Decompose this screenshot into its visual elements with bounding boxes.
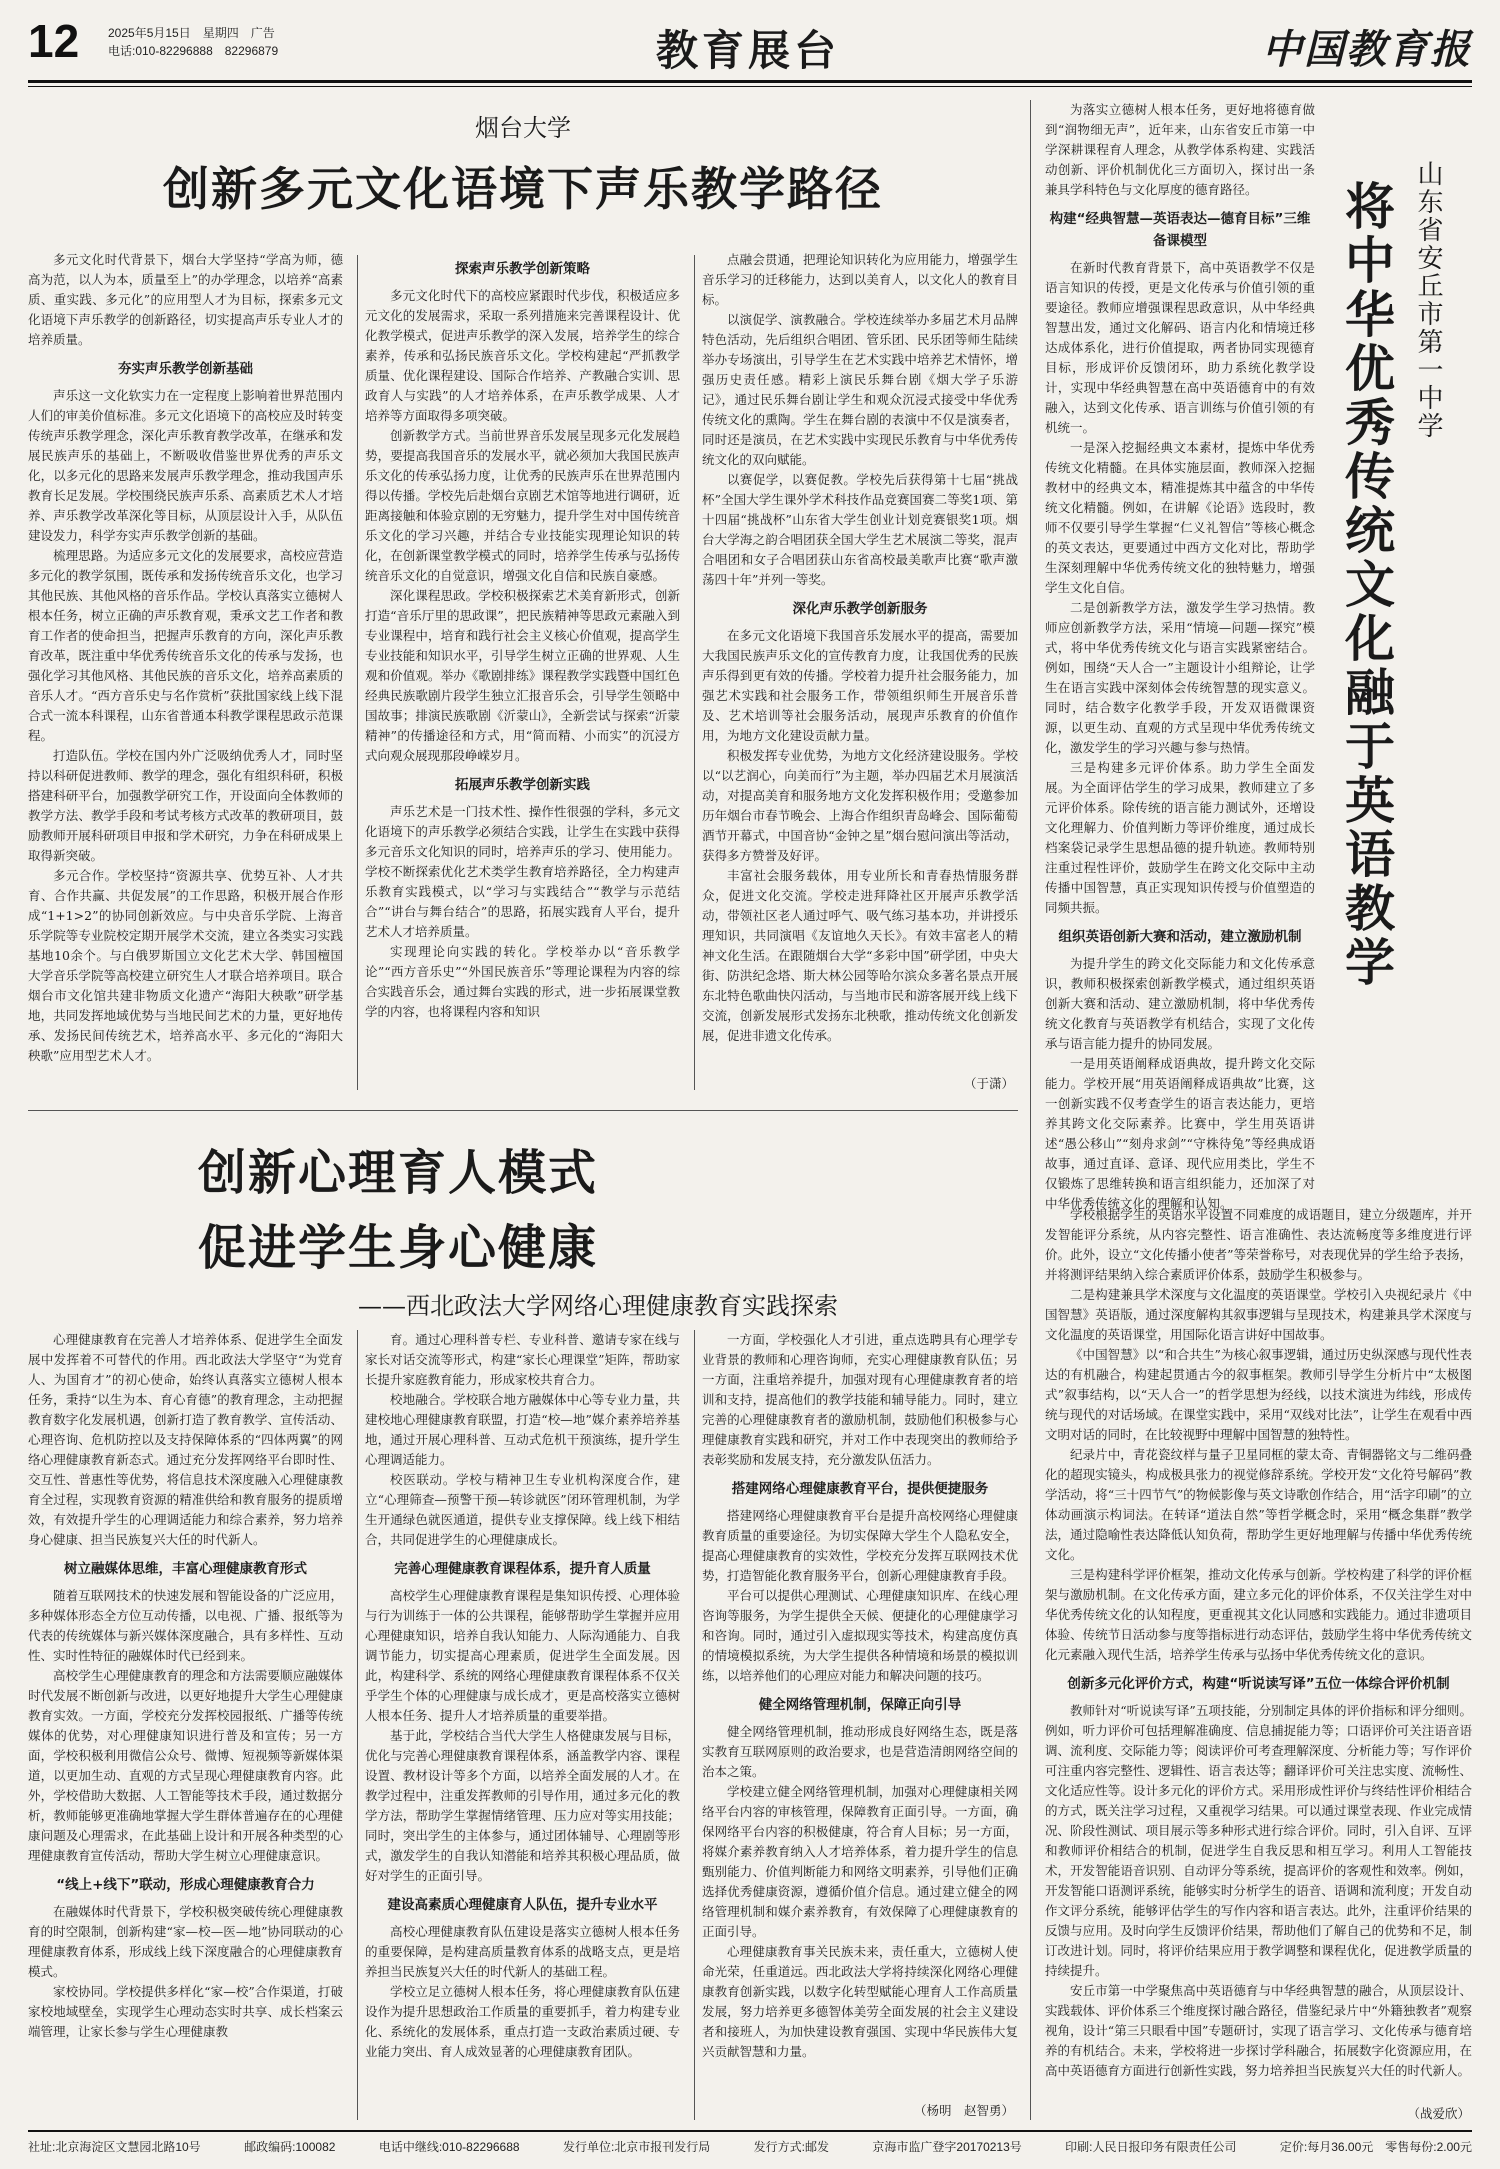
section-title: 教育展台 [655,26,840,75]
paragraph: 二是创新教学方法，激发学生学习热情。教师应创新教学方法，采用“情境—问题—探究”模式，将中华优秀传统文化与语言实践紧密结合。例如，围绕“天人合一”主题设计小组辩论，让学生在语言实践中深刻体会传统智慧的现实意义。同时，结合数字化教学手段，开发双语微课资源，以更生动、直观的方式呈现中华优秀传统文化，激发学生的学习兴趣与参与热情。 [1045,600,1315,755]
article-nwupl [28,1120,1018,2125]
article-subtitle: ——西北政法大学网络心理健康教育实践探索 [358,1292,838,1320]
paragraph: 积极发挥专业优势，为地方文化经济建设服务。学校以“以艺润心，向美而行”为主题，举办四届艺术月展演活动，对提高美育和服务地方文化发挥积极作用；受邀参加历年烟台市春节晚会、上海合作组织青岛峰会、国际葡萄酒节开幕式，中国音协“金钟之星”烟台慰问演出等活动，获得多方赞誉及好评。 [702,748,1018,863]
paragraph: 在融媒体时代背景下，学校积极突破传统心理健康教育的时空限制，创新构建“家—校—医—地”协同联动的心理健康教育体系，形成线上线下深度融合的心理健康教育模式。 [28,1904,343,1979]
paragraph: 纪录片中，青花瓷纹样与量子卫星同框的蒙太奇、青铜器铭文与二维码叠化的超现实镜头，构成极具张力的视觉修辞系统。学校开发“文化符号解码”教学活动，将“三十四节气”的物候影像与英文诗歌创作结合，用“活字印刷”的立体动画演示构词法。在转译“道法自然”等哲学概念时，采用“概念集群”教学法，通过隐喻性表达降低认知负荷，帮助学生更好地理解与传播中华优秀传统文化。 [1045,1447,1472,1562]
article-column-top [1045,100,1315,1211]
paragraph: 以赛促学，以赛促教。学校先后获得第十七届“挑战杯”全国大学生课外学术科技作品竞赛国赛二等奖1项、第十四届“挑战杯”山东省大学生创业计划竞赛银奖1项。烟台大学海之韵合唱团获全国大学生艺术展演二等奖，混声合唱团和女子合唱团获山东省高校最美歌声比赛“歌声激荡四十年”并列一等奖。 [702,472,1018,587]
article-title: 创新多元文化语境下声乐教学路径 [163,162,883,216]
article-column-2 [365,250,680,1066]
paragraph: 学校根据学生的英语水平设置不同难度的成语题目，建立分级题库，并开发智能评分系统，从内容完整性、语言准确性、表达流畅度等多维度进行评价。此外，设立“文化传播小使者”等荣誉称号，对表现优异的学生给予表扬，并将测评结果纳入综合素质评价体系，鼓励学生积极参与。 [1045,1207,1472,1282]
article-column-1 [28,250,343,1066]
section-subhead: 探索声乐教学创新策略 [455,261,590,277]
section-subhead: 拓展声乐教学创新实践 [455,777,590,793]
paragraph: 一是用英语阐释成语典故，提升跨文化交际能力。学校开展“用英语阐释成语典故”比赛，这一创新实践不仅考查学生的语言表达能力，更培养其跨文化交际素养。比赛中，学生用英语讲述“愚公移山”“刻舟求剑”“守株待兔”等经典成语故事，通过直译、意译、现代应用类比，学生不仅锻炼了思维转换和语言组织能力，还加深了对中华优秀传统文化的理解和认知。 [1045,1056,1315,1211]
top-rule [28,80,1472,83]
footer-hotline: 电话中继线:010-82296688 [378,2140,520,2154]
paragraph: 多元文化时代背景下，烟台大学坚持“学高为师，德高为范，以人为本，质量至上”的办学理念，以培养“高素质、重实践、多元化”的应用型人才为目标，探索多元文化语境下声乐教学的创新路径，切实提高声乐专业人才的培养质量。 [28,252,343,347]
paragraph: 在新时代教育背景下，高中英语教学不仅是语言知识的传授，更是文化传承与价值引领的重要途径。教师应增强课程思政意识，从中华经典智慧出发，通过文化解码、语言内化和情境迁移达成体系化，进行价值提取，两者协同实现德育目标，形成评价反馈闭环，助力系统化教学设计，实现中华经典智慧在高中英语德育中的有效融入，达到文化传承、语言训练与价值引领的有机统一。 [1045,260,1315,435]
column-divider [1030,100,1031,2120]
paragraph: 家校协同。学校提供多样化“家—校”合作渠道，打破家校地域壁垒，实现学生心理动态实时共享、成长档案云端管理，让家长参与学生心理健康教 [28,1984,343,2039]
bottom-rule [28,2130,1472,2132]
paragraph: 一是深入挖掘经典文本素材，提炼中华优秀传统文化精髓。在具体实施层面，教师深入挖掘教材中的经典文本，精准提炼其中蕴含的中华传统文化精髓。例如，在讲解《论语》选段时，教师不仅要引导学生掌握“仁义礼智信”等核心概念的英文表达，更要通过中西方文化对比，帮助学生深刻理解中华优秀传统文化的独特魅力，增强学生文化自信。 [1045,440,1315,595]
paragraph: 育。通过心理科普专栏、专业科普、邀请专家在线与家长对话交流等形式，构建“家长心理课堂”矩阵，帮助家长提升家庭教育能力，形成家校共育合力。 [365,1332,680,1387]
footer [28,2138,1472,2155]
article-title-line-1: 创新心理育人模式 [198,1145,599,1201]
paragraph: 为提升学生的跨文化交际能力和文化传承意识，教师积极探索创新教学模式，通过组织英语创新大赛和活动、建立激励机制，将中华优秀传统文化教育与英语教学有机结合，实现了文化传承与语言能力提升的协同发展。 [1045,956,1315,1051]
paragraph: 创新教学方式。当前世界音乐发展呈现多元化发展趋势，要提高我国音乐的发展水平，就必须加大我国民族声乐文化的传承弘扬力度，让优秀的民族声乐在世界范围内得以传播。学校先后赴烟台京剧艺术馆等地进行调研，近距离接触和体验京剧的无穷魅力，提升学生对中国传统音乐文化的学习兴趣，并结合专业技能实现理论知识的转化，在创新课堂教学模式的同时，培养学生传承与弘扬传统音乐文化的自觉意识，增强文化自信和民族自豪感。 [365,428,680,583]
paragraph: 《中国智慧》以“和合共生”为核心叙事逻辑，通过历史纵深感与现代性表达的有机融合，构建起贯通古今的叙事框架。教师引导学生分析片中“太极图式”叙事结构，以“天人合一”的哲学思想为经线，以技术演进为纬线，形成传统与现代的对话场域。在课堂实践中，采用“双线对比法”，让学生在观看中西文明对话的同时，在比较视野中理解中国智慧的独特性。 [1045,1347,1472,1442]
paragraph: 深化课程思政。学校积极探索艺术美育新形式，创新打造“音乐厅里的思政课”，把民族精神等思政元素融入到专业课程中，培育和践行社会主义核心价值观，提高学生专业技能和知识水平，引导学生树立正确的世界观、人生观和价值观。举办《歌剧排练》课程教学实践暨中国红色经典民族歌剧片段学生独立汇报音乐会，引导学生领略中国故事；排演民族歌剧《沂蒙山》，全新尝试与探索“沂蒙精神”的传播途径和方式，用“简而精、小而实”的沉浸方式向观众展现那段峥嵘岁月。 [365,588,680,763]
paragraph: 高校学生心理健康教育课程是集知识传授、心理体验与行为训练于一体的公共课程，能够帮助学生掌握并应用心理健康知识，培养自我认知能力、人际沟通能力、自我调节能力，切实提高心理素质，促进学生全面发展。因此，构建科学、系统的网络心理健康教育课程体系不仅关乎学生个体的心理健康与成长成才，更是高校落实立德树人根本任务、提升人才培养质量的重要举措。 [365,1588,680,1723]
footer-address: 社址:北京海淀区文慧园北路10号 [28,2140,201,2154]
column-divider [357,255,358,1090]
article-byline: （战爱欣） [1407,2106,1470,2121]
section-subhead: 搭建网络心理健康教育平台，提供便捷服务 [731,1481,989,1497]
footer-publisher: 发行单位:北京市报刊发行局 [562,2140,711,2154]
article-title: 将中华优秀传统文化融于英语教学 [1337,180,1395,990]
section-subhead: 创新多元化评价方式，构建“听说读写译”五位一体综合评价机制 [1067,1676,1450,1692]
paragraph: 教师针对“听说读写译”五项技能，分别制定具体的评价指标和评分细则。例如，听力评价可包括理解准确度、信息捕捉能力等；口语评价可关注语音语调、流利度、交际能力等；阅读评价可考查理解深度、分析能力等；写作评价可注重内容完整性、逻辑性、语言表达等；翻译评价可关注忠实度、流畅性、文化适应性等。设计多元化的评价方式。采用形成性评价与终结性评价相结合的方式，既关注学习过程，又重视学习结果。可以通过课堂表现、作业完成情况、阶段性测试、项目展示等多种形式进行综合评价。同时，引入自评、互评和教师评价相结合的机制，促进学生自我反思和相互学习。利用人工智能技术，开发智能语音识别、自动评分等系统，提高评价的客观性和效率。例如，开发智能口语测评系统，能够实时分析学生的语音、语调和流利度；开发自动作文评分系统，能够评估学生的写作内容和语言表达。此外，注重评价结果的反馈与应用。及时向学生反馈评价结果，帮助他们了解自己的优势和不足，制订改进计划。同时，将评价结果应用于教学调整和课程优化，促进教学质量的持续提升。 [1045,1703,1472,1978]
paragraph: 平台可以提供心理测试、心理健康知识库、在线心理咨询等服务，为学生提供全天候、便捷化的心理健康学习和咨询。同时，通过引入虚拟现实等技术，构建高度仿真的情境模拟系统，为大学生提供各种情境和场景的模拟训练，以培养他们的心理应对能力和解决问题的技巧。 [702,1588,1018,1683]
paragraph: 二是构建兼具学术深度与文化温度的英语课堂。学校引入央视纪录片《中国智慧》英语版，通过深度解构其叙事逻辑与呈现技术，构建兼具学术深度与文化温度的英语课堂，用国际化语言讲好中国故事。 [1045,1287,1472,1342]
paragraph: 在多元文化语境下我国音乐发展水平的提高，需要加大我国民族声乐文化的宣传教育力度，让我国优秀的民族声乐得到更有效的传播。学校着力提升社会服务能力，加强艺术实践和社会服务工作，带领组织师生开展音乐普及、艺术培训等社会服务活动，展现声乐教育的价值作用，为地方文化建设贡献力量。 [702,628,1018,743]
footer-postcode: 邮政编码:100082 [244,2140,336,2154]
paragraph: 为落实立德树人根本任务，更好地将德育做到“润物细无声”，近年来，山东省安丘市第一中学深耕课程育人理念，从教学体系构建、实践活动创新、评价机制优化三方面切入，探讨出一条兼具学科特色与文化厚度的德育路径。 [1045,102,1315,197]
article-column-wide [1045,1205,1472,2105]
article-column-3 [702,250,1018,1066]
paragraph: 心理健康教育事关民族未来，责任重大，立德树人使命光荣，任重道远。西北政法大学将持续深化网络心理健康教育创新实践，以数字化转型赋能心理育人工作高质量发展，努力培养更多德智体美劳全面发展的社会主义建设者和接班人，为加快建设教育强国、实现中华民族伟大复兴贡献智慧和力量。 [702,1944,1018,2059]
paragraph: 校医联动。学校与精神卫生专业机构深度合作，建立“心理筛查—预警干预—转诊就医”闭环管理机制，为学生开通绿色就医通道，提供专业支撑保障。线上线下相结合，共同促进学生的心理健康成长。 [365,1472,680,1547]
footer-price: 定价:每月36.00元 零售每份:2.00元 [1279,2140,1472,2154]
paragraph: 多元合作。学校坚持“资源共享、优势互补、人才共育、合作共赢、共促发展”的工作思路，积极开展合作形成“1+1>2”的协同创新效应。与中央音乐学院、上海音乐学院等专业院校定期开展学术交流，建立各类实习实践基地10余个。与白俄罗斯国立文化艺术大学、韩国檀国大学音乐学院等高校建立研究生人才联合培养项目。联合烟台市文化馆共建非物质文化遗产“海阳大秧歌”研学基地，共同发挥地域优势与当地民间艺术的力量，更好地传承、发扬民间传统艺术，培养高水平、多元化的“海阳大秧歌”应用型艺术人才。 [28,868,343,1063]
paragraph: 点融会贯通，把理论知识转化为应用能力，增强学生音乐学习的迁移能力，达到以美育人，以文化人的教育目标。 [702,252,1018,307]
paragraph: 学校立足立德树人根本任务，将心理健康教育队伍建设作为提升思想政治工作质量的重要抓手，着力构建专业化、系统化的发展体系，重点打造一支政治素质过硬、专业能力突出、育人成效显著的心理健康教育团队。 [365,1984,680,2059]
section-divider [28,1110,1018,1111]
paragraph: 以演促学、演教融合。学校连续举办多届艺术月品牌特色活动，先后组织合唱团、管乐团、民乐团等师生陆续举办专场演出，引导学生在艺术实践中培养艺术情怀，增强历史责任感。精彩上演民乐舞台剧《烟大学子乐游记》，通过民乐舞台剧让学生和观众沉浸式接受中华优秀传统文化的熏陶。学生在舞台剧的表演中不仅是演奏者，同时还是演员，在艺术实践中实现民乐教育与中华优秀传统文化的双向赋能。 [702,312,1018,467]
paragraph: 心理健康教育在完善人才培养体系、促进学生全面发展中发挥着不可替代的作用。西北政法大学坚守“为党育人、为国育才”的初心使命，始终认真落实立德树人根本任务，秉持“以生为本、育心育德”的教育理念，主动把握教育数字化发展机遇，创新打造了教育教学、宣传活动、心理咨询、危机防控以及支持保障体系的“四体两翼”的网络心理健康教育新态式。通过充分发挥网络平台即时性、交互性、普惠性等优势，将信息技术深度融入心理健康教育全过程，实现教育资源的精准供给和教育服务的提质增效，有效提升学生的心理调适能力和综合素养，努力培养身心健康、担当民族复兴大任的时代新人。 [28,1332,343,1547]
article-column-1 [28,1330,343,2062]
section-subhead: 深化声乐教学创新服务 [792,601,928,617]
article-byline: （杨明 赵智勇） [913,2103,1014,2118]
paper-logo: 中国教育报 [1262,26,1472,73]
masthead [28,15,1472,76]
phone-line: 电话:010-82296888 82296879 [108,44,279,58]
article-yantai [28,100,1018,1100]
article-column-2 [365,1330,680,2062]
paragraph: 声乐艺术是一门技术性、操作性很强的学科，多元文化语境下的声乐教学必须结合实践，让学生在实践中获得多元音乐文化知识的同时，培养声乐的学习、使用能力。学校不断探索优化艺术类学生教育培养路径，全力构建声乐教育实践模式，以“学习与实践结合”“教学与示范结合”“讲台与舞台结合”的思路，拓展实践育人平台，提升艺术人才培养质量。 [365,804,680,939]
paragraph: 健全网络管理机制，推动形成良好网络生态，既是落实教育互联网原则的政治要求，也是营造清朗网络空间的治本之策。 [702,1724,1018,1779]
section-subhead: “线上+线下”联动，形成心理健康教育合力 [56,1877,315,1893]
section-subhead: 建设高素质心理健康育人队伍，提升专业水平 [387,1897,658,1913]
paragraph: 搭建网络心理健康教育平台是提升高校网络心理健康教育质量的重要途径。为切实保障大学生个人隐私安全，提高心理健康教育的实效性，学校充分发挥互联网技术优势，打造智能化教育服务平台，创新心理健康教育手段。 [702,1508,1018,1583]
section-subhead: 夯实声乐教学创新基础 [118,361,253,377]
section-subhead: 健全网络管理机制，保障正向引导 [758,1697,962,1713]
paragraph: 三是构建科学评价框架，推动文化传承与创新。学校构建了科学的评价框架与激励机制。在文化传承方面，建立多元化的评价体系，不仅关注学生对中华优秀传统文化的认知程度，更重视其文化认同感和实践能力。通过非遗项目体验、传统节日活动参与度等指标进行动态评估，鼓励学生将中华优秀传统文化元素融入现代生活，培养学生传承与弘扬中华优秀传统文化的意识。 [1045,1567,1472,1662]
paragraph: 基于此，学校结合当代大学生人格健康发展与目标，优化与完善心理健康教育课程体系，涵盖教学内容、课程设置、教材设计等多个方面，以培养全面发展的人才。在教学过程中，注重发挥教师的引导作用，通过多元化的教学方法，帮助学生掌握情绪管理、压力应对等实用技能；同时，突出学生的主体参与，通过团体辅导、心理剧等形式，激发学生的自我认知潜能和培养其积极心理品质，做好对学生的正面引导。 [365,1728,680,1883]
paragraph: 安丘市第一中学聚焦高中英语德育与中华经典智慧的融合，从顶层设计、实践载体、评价体系三个维度探讨融合路径，借鉴纪录片中“外籍独教者”观察视角，设计“第三只眼看中国”专题研讨，实现了语言学习、文化传承与德育培养的有机结合。未来，学校将进一步探讨学科融合，拓展数字化资源应用，在高中英语德育方面进行创新性实践，努力培养担当民族复兴大任的时代新人。 [1045,1983,1472,2078]
paragraph: 三是构建多元评价体系。助力学生全面发展。为全面评估学生的学习成果，教师建立了多元评价体系。除传统的语言能力测试外，还增设文化理解力、价值判断力等评价维度，通过成长档案袋记录学生思想品德的提升轨迹。教师特别注重过程性评价，鼓励学生在跨文化交际中主动传播中国智慧，真正实现知识传授与价值塑造的同频共振。 [1045,760,1315,915]
article-kicker: 山东省安丘市第一中学 [1413,160,1443,440]
top-rule-thin [28,86,1472,87]
paragraph: 高校学生心理健康教育的理念和方法需要顺应融媒体时代发展不断创新与改进，以更好地提升大学生心理健康教育实效。一方面，学校充分发挥校园报纸、广播等传统媒体的优势，对心理健康知识进行普及和宣传；另一方面，学校积极利用微信公众号、微博、短视频等新媒体渠道，以更加生动、直观的方式呈现心理健康教育内容。此外，学校借助大数据、人工智能等技术手段，通过数据分析，教师能够更准确地掌握大学生群体普遍存在的心理健康问题及心理需求，在此基础上设计和开展各种类型的心理健康教育宣传活动，帮助大学生树立心理健康意识。 [28,1668,343,1863]
footer-printer: 印刷:人民日报印务有限责任公司 [1065,2140,1237,2154]
article-column-3 [702,1330,1018,2062]
date-line: 2025年5月15日 星期四 广告 [108,26,275,40]
article-title-line-2: 促进学生身心健康 [198,1220,599,1276]
column-divider [357,1330,358,2120]
paragraph: 丰富社会服务载体，用专业所长和青春热情服务群众，促进文化交流。学校走进拜降社区开展声乐教学活动，带领社区老人通过呼气、吸气练习基本功，并讲授乐理知识，共同演唱《友谊地久天长》。有效丰富老人的精神文化生活。在跟随烟台大学“多彩中国”研学团，中央大街、防洪纪念塔、斯大林公园等哈尔滨众多著名景点开展东北特色歌曲快闪活动，与当地市民和游客展开线上线下交流，创新发展形式发扬东北秧歌，推动传统文化创新发展，促进非遗文化传承。 [702,868,1018,1043]
footer-distribution: 发行方式:邮发 [753,2140,830,2154]
paragraph: 多元文化时代下的高校应紧跟时代步伐，积极适应多元文化的发展需求，采取一系列措施来完善课程设计、优化教学模式，促进声乐教学的深入发展，培养学生的综合素养，传承和弘扬民族音乐文化。学校构建起“严抓教学质量、优化课程建设、国际合作培养、产教融合实训、思政育人与实践”的人才培养体系，在声乐教学成果、人才培养等方面取得多项突破。 [365,288,680,423]
paragraph: 学校建立健全网络管理机制，加强对心理健康相关网络平台内容的审核管理，保障教育正面引导。一方面，确保网络平台内容的积极健康，符合育人目标；另一方面，将媒介素养教育纳入人才培养体系，着力提升学生的信息甄别能力、价值判断能力和网络文明素养，引导他们正确选择优秀健康资源，遵循价值介信息。通过建立健全的网络管理机制和媒介素养教育，有效保障了心理健康教育的正面引导。 [702,1784,1018,1939]
paragraph: 打造队伍。学校在国内外广泛吸纳优秀人才，同时坚持以科研促进教师、教学的理念，强化有组织科研，积极搭建科研平台，加强教学研究工作，开设面向全体教师的教学方法、教学手段和考试考核方式改革的教研项目，鼓励教师开展科研项目申报和学术研究，力争在科研成果上取得新突破。 [28,748,343,863]
paragraph: 声乐这一文化软实力在一定程度上影响着世界范围内人们的审美价值标准。多元文化语境下的高校应及时转变传统声乐教学理念，深化声乐教育教学改革，在继承和发展民族声乐的基础上，不断吸收借鉴世界优秀的声乐文化，以多元化的思路来发展声乐教学理念，推动我国声乐教育长足发展。学校围绕民族声乐系、高素质艺术人才培养、声乐教学改革深化等目标，从顶层设计入手，从队伍建设发力，科学夯实声乐教学创新的基础。 [28,388,343,543]
paragraph: 随着互联网技术的快速发展和智能设备的广泛应用，多种媒体形态全方位互动传播，以电视、广播、报纸等为代表的传统媒体与新兴媒体深度融合，具有多样性、互动性、实时性特征的融媒体时代已经到来。 [28,1588,343,1663]
column-divider [694,255,695,1090]
masthead-meta [108,24,278,60]
paragraph: 梳理思路。为适应多元文化的发展要求，高校应营造多元化的教学氛围，既传承和发扬传统音乐文化，也学习其他民族、其他风格的音乐作品。学校认真落实立德树人根本任务，树立正确的声乐教育观，秉承文艺工作者和教育工作者的使命担当，把握声乐教育的方向，深化声乐教育改革，既注重中华优秀传统音乐文化的传承与发扬，也强化学习其他风格、其他民族的音乐文化，培养高素质的音乐人才。“西方音乐史与名作赏析”获批国家线上线下混合式一流本科课程，山东省普通本科教学课程思政示范课程。 [28,548,343,743]
paragraph: 实现理论向实践的转化。学校举办以“音乐教学论”“西方音乐史”“外国民族音乐”等理论课程为内容的综合实践音乐会，通过舞台实践的形式，进一步拓展课堂教学的内容，也将课程内容和知识 [365,944,680,1019]
page-number: 12 [28,15,80,67]
section-subhead: 完善心理健康教育课程体系，提升育人质量 [394,1561,651,1577]
article-byline: （于潇） [963,1076,1014,1091]
section-subhead: 树立融媒体思维，丰富心理健康教育形式 [64,1561,307,1577]
paragraph: 校地融合。学校联合地方融媒体中心等专业力量，共建校地心理健康教育联盟，打造“校—地”媒介素养培养基地，通过开展心理科普、互动式危机干预演练，提升学生心理调适能力。 [365,1392,680,1467]
paragraph: 一方面，学校强化人才引进，重点选聘具有心理学专业背景的教师和心理咨询师，充实心理健康教育队伍；另一方面，注重培养提升，加强对现有心理健康教育者的培训和支持，提高他们的教学技能和辅导能力。同时，建立完善的心理健康教育者的激励机制，鼓励他们积极参与心理健康教育实践和研究，并对工作中表现突出的教师给予表彰奖励和发展支持，充分激发队伍活力。 [702,1332,1018,1467]
article-kicker: 烟台大学 [475,114,571,142]
section-subhead: 构建“经典智慧—英语表达—德育目标”三维备课模型 [1049,211,1311,249]
paragraph: 高校心理健康教育队伍建设是落实立德树人根本任务的重要保障，是构建高质量教育体系的战略支点，更是培养担当民族复兴大任的时代新人的基础工程。 [365,1924,680,1979]
footer-license: 京海市监广登字20170213号 [872,2140,1022,2154]
column-divider [694,1330,695,2120]
section-subhead: 组织英语创新大赛和活动，建立激励机制 [1058,929,1302,945]
